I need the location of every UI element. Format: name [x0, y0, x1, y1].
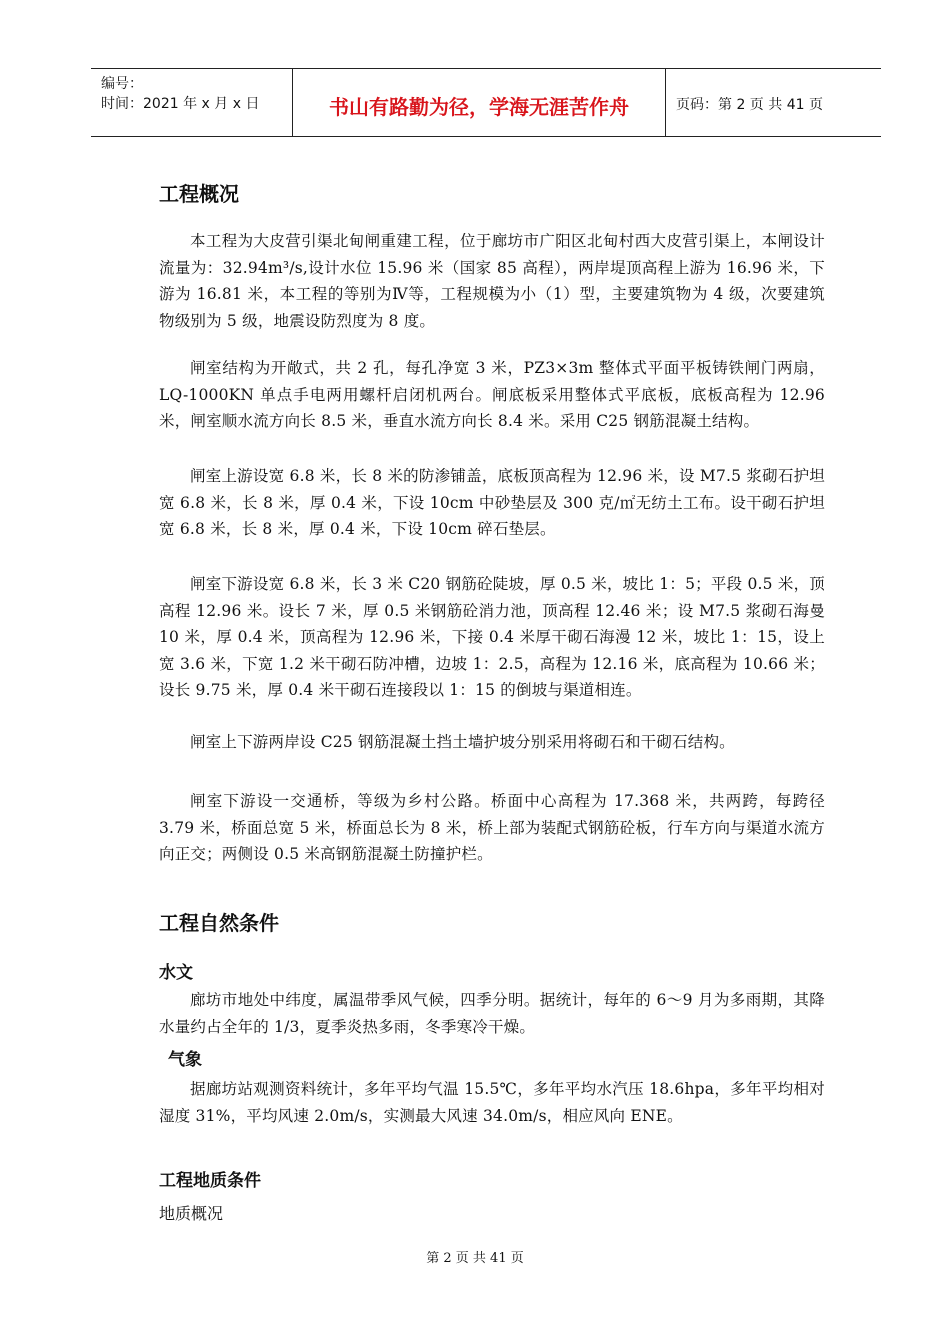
paragraph-overview-4: 闸室下游设宽 6.8 米，长 3 米 C20 钢筋砼陡坡，厚 0.5 米，坡比 1：5；平段 0.5 米，顶高程 12.96 米。设长 7 米，厚 0.5 米钢筋砼消力池，顶高程 12.46 米；设 M7.5 浆砌石海曼 10 米，厚 0.4 米，顶高程为 12.96 米，下接 0.4 米厚干砌石海漫 12 米，坡比 1：15，设上宽 3.6 米，下宽 1.2 米干砌石防冲槽，边坡 1：2.5，高程为 12.16 米，底高程为 10.66 米；设长 9.75 米，厚 0.4 米干砌石连接段以 1：15 的倒坡与渠道相连。 — [159, 575, 825, 699]
paragraph-overview-1: 本工程为大皮营引渠北甸闸重建工程，位于廊坊市广阳区北甸村西大皮营引渠上，本闸设计流量为：32.94m³/s,设计水位 15.96 米（国家 85 高程），两岸堤顶高程上游为 16.96 米，下游为 16.81 米，本工程的等别为Ⅳ等，工程规模为小（1）型，主要建筑物为 4 级，次要建筑物级别为 5 级，地震设防烈度为 8 度。 — [159, 232, 825, 330]
paragraph-overview-2: 闸室结构为开敞式，共 2 孔，每孔净宽 3 米，PZ3×3m 整体式平面平板铸铁闸门两扇，LQ-1000KN 单点手电两用螺杆启闭机两台。闸底板采用整体式平底板，底板高程为 12.96 米，闸室顺水流方向长 8.5 米，垂直水流方向长 8.4 米。采用 C25 钢筋混凝土结构。 — [159, 359, 825, 430]
paragraph-hydrology: 廊坊市地处中纬度，属温带季风气候，四季分明。据统计，每年的 6～9 月为多雨期，其降水量约占全年的 1/3，夏季炎热多雨，冬季寒冷干燥。 — [159, 991, 825, 1036]
section-title-natural-conditions: 工程自然条件 — [159, 911, 279, 935]
page-footer: 第 2 页 共 41 页 — [426, 1251, 524, 1266]
motto-text: 书山有路勤为径，学海无涯苦作舟 — [329, 95, 629, 119]
paragraph-overview-3: 闸室上游设宽 6.8 米，长 8 米的防渗铺盖，底板顶高程为 12.96 米，设 M7.5 浆砌石护坦宽 6.8 米，长 8 米，厚 0.4 米，下设 10cm 中砂垫层及 300 克/㎡无纺土工布。设干砌石护坦宽 6.8 米，长 8 米，厚 0.4 米，下设 10cm 碎石垫层。 — [159, 467, 825, 538]
header-meta-cell — [91, 69, 293, 136]
paragraph-overview-6: 闸室下游设一交通桥，等级为乡村公路。桥面中心高程为 17.368 米，共两跨，每跨径 3.79 米，桥面总宽 5 米，桥面总长为 8 米，桥上部为装配式钢筋砼板，行车方向与渠道水流方向正交；两侧设 0.5 米高钢筋混凝土防撞护栏。 — [159, 792, 825, 863]
subsection-title-hydrology: 水文 — [159, 963, 193, 983]
section-title-overview: 工程概况 — [159, 182, 239, 206]
header-motto-cell — [293, 69, 666, 136]
paragraph-weather: 据廊坊站观测资料统计，多年平均气温 15.5℃，多年平均水汽压 18.6hpa，多年平均相对湿度 31%，平均风速 2.0m/s，实测最大风速 34.0m/s，相应风向 ENE。 — [159, 1080, 825, 1125]
geology-overview-label: 地质概况 — [159, 1204, 224, 1223]
page-header — [91, 68, 881, 137]
serial-label: 编号： — [101, 76, 143, 92]
page-number-info: 页码：第 2 页 共 41 页 — [676, 97, 823, 113]
date-line: 时间：2021 年 x 月 x 日 — [101, 96, 260, 112]
header-page-cell — [666, 69, 881, 136]
paragraph-overview-5: 闸室上下游两岸设 C25 钢筋混凝土挡土墙护坡分别采用将砌石和干砌石结构。 — [190, 733, 735, 751]
subsection-title-geology: 工程地质条件 — [159, 1171, 261, 1191]
subsection-title-weather: 气象 — [168, 1050, 202, 1070]
